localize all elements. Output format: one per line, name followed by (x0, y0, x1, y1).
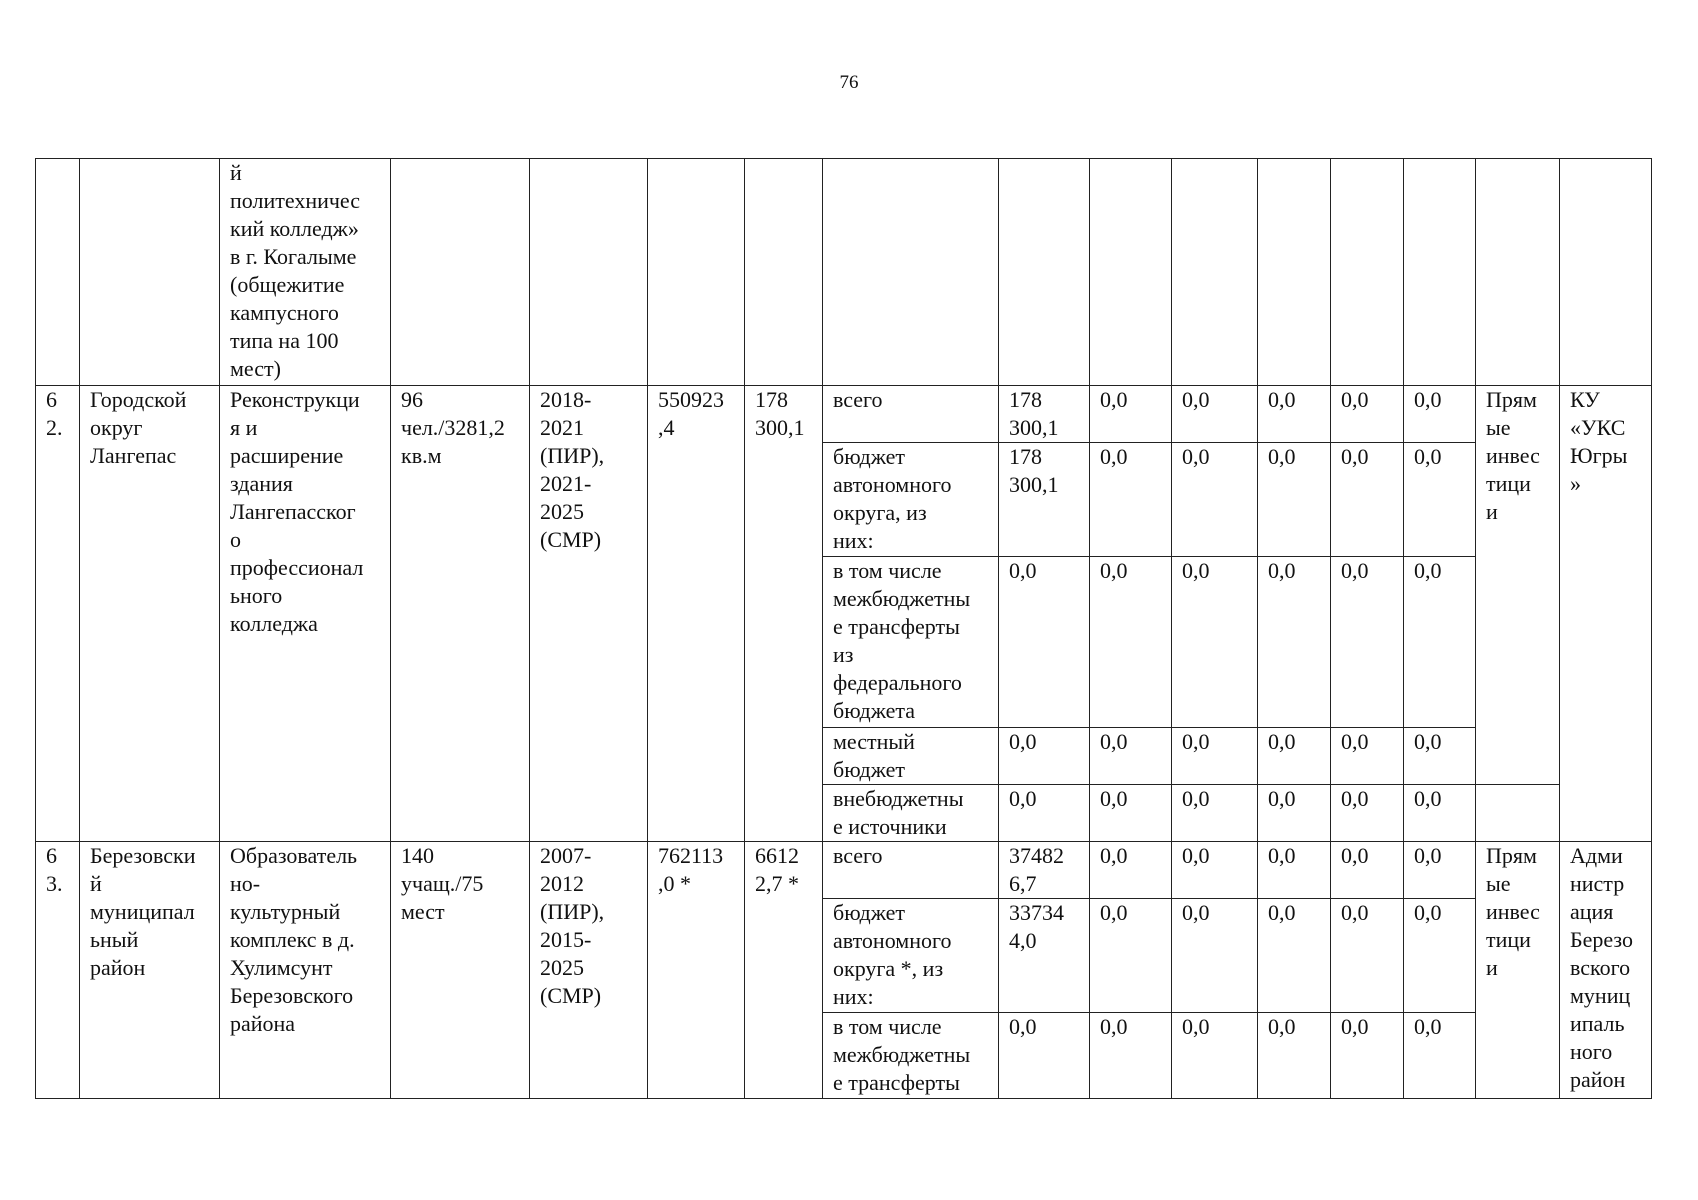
value-cell: 178 300,1 (999, 443, 1090, 557)
value-cell: 0,0 (1404, 728, 1476, 785)
value-cell: 33734 4,0 (999, 899, 1090, 1013)
estimated-cost-cell: 762113 ,0 * (648, 842, 745, 1099)
value-cell: 0,0 (1331, 785, 1404, 842)
source-label-cell: бюджет автономного округа *, из них: (823, 899, 999, 1013)
value-cell: 0,0 (1404, 443, 1476, 557)
customer-cell: КУ «УКС Югры » (1560, 386, 1652, 842)
source-label-cell: в том числе межбюджетны е трансферты (823, 1013, 999, 1099)
value-cell: 0,0 (1090, 785, 1172, 842)
value-cell: 0,0 (999, 557, 1090, 728)
value-cell: 0,0 (1331, 842, 1404, 899)
table-row (36, 386, 1652, 443)
investment-objects-table (35, 158, 1652, 1099)
value-cell: 0,0 (1090, 557, 1172, 728)
page-number: 76 (839, 72, 859, 93)
capacity-cell: 140 учащ./75 мест (391, 842, 530, 1099)
value-cell: 0,0 (1331, 386, 1404, 443)
municipality-cell (80, 159, 220, 386)
remaining-cost-cell: 178 300,1 (745, 386, 823, 842)
value-cell: 0,0 (1404, 842, 1476, 899)
value-cell: 0,0 (1090, 728, 1172, 785)
object-name-cell: й политехничес кий колледж» в г. Когалыме (общежитие кампусного типа на 100 мест) (220, 159, 391, 386)
estimated-cost-cell (648, 159, 745, 386)
value-cell: 0,0 (1331, 1013, 1404, 1099)
source-label-cell (823, 159, 999, 386)
num-cell: 6 3. (36, 842, 80, 1099)
value-cell: 0,0 (1331, 557, 1404, 728)
remaining-cost-cell: 6612 2,7 * (745, 842, 823, 1099)
value-cell: 0,0 (1404, 899, 1476, 1013)
mechanism-cell: Прям ые инвес тици и (1476, 386, 1560, 785)
table-row (36, 159, 1652, 386)
periods-cell: 2007- 2012 (ПИР), 2015- 2025 (СМР) (530, 842, 648, 1099)
value-cell: 0,0 (1404, 386, 1476, 443)
estimated-cost-cell: 550923 ,4 (648, 386, 745, 842)
value-cell: 178 300,1 (999, 386, 1090, 443)
value-cell: 0,0 (1172, 899, 1258, 1013)
periods-cell: 2018- 2021 (ПИР), 2021- 2025 (СМР) (530, 386, 648, 842)
value-cell (1331, 159, 1404, 386)
capacity-cell: 96 чел./3281,2 кв.м (391, 386, 530, 842)
value-cell: 0,0 (1090, 386, 1172, 443)
value-cell (1172, 159, 1258, 386)
value-cell: 0,0 (1258, 899, 1331, 1013)
source-label-cell: внебюджетны е источники (823, 785, 999, 842)
value-cell: 0,0 (1331, 728, 1404, 785)
customer-cell (1560, 159, 1652, 386)
municipality-cell: Городской округ Лангепас (80, 386, 220, 842)
value-cell: 0,0 (1404, 1013, 1476, 1099)
value-cell: 0,0 (1258, 386, 1331, 443)
periods-cell (530, 159, 648, 386)
value-cell (999, 159, 1090, 386)
value-cell: 0,0 (999, 1013, 1090, 1099)
mechanism-cell (1476, 785, 1560, 842)
value-cell: 0,0 (1258, 1013, 1331, 1099)
value-cell: 0,0 (999, 728, 1090, 785)
source-label-cell: в том числе межбюджетны е трансферты из федерального бюджета (823, 557, 999, 728)
value-cell (1404, 159, 1476, 386)
value-cell: 0,0 (1331, 443, 1404, 557)
value-cell: 0,0 (1258, 557, 1331, 728)
value-cell: 0,0 (1090, 1013, 1172, 1099)
value-cell: 0,0 (1258, 785, 1331, 842)
value-cell: 0,0 (1172, 728, 1258, 785)
value-cell (1258, 159, 1331, 386)
source-label-cell: местный бюджет (823, 728, 999, 785)
value-cell: 0,0 (1090, 443, 1172, 557)
value-cell: 0,0 (1090, 842, 1172, 899)
num-cell (36, 159, 80, 386)
value-cell (1090, 159, 1172, 386)
source-label-cell: всего (823, 386, 999, 443)
value-cell: 0,0 (1404, 785, 1476, 842)
mechanism-cell: Прям ые инвес тици и (1476, 842, 1560, 1099)
source-label-cell: бюджет автономного округа, из них: (823, 443, 999, 557)
value-cell: 0,0 (1172, 842, 1258, 899)
value-cell: 0,0 (1172, 1013, 1258, 1099)
value-cell: 0,0 (1331, 899, 1404, 1013)
value-cell: 0,0 (1258, 842, 1331, 899)
value-cell: 37482 6,7 (999, 842, 1090, 899)
remaining-cost-cell (745, 159, 823, 386)
value-cell: 0,0 (1172, 443, 1258, 557)
municipality-cell: Березовски й муниципал ьный район (80, 842, 220, 1099)
value-cell: 0,0 (1258, 443, 1331, 557)
customer-cell: Адми нистр ация Березо вского муниц ипаль ного район (1560, 842, 1652, 1099)
value-cell: 0,0 (1404, 557, 1476, 728)
value-cell: 0,0 (1090, 899, 1172, 1013)
capacity-cell (391, 159, 530, 386)
value-cell: 0,0 (1172, 386, 1258, 443)
num-cell: 6 2. (36, 386, 80, 842)
value-cell: 0,0 (999, 785, 1090, 842)
value-cell: 0,0 (1172, 785, 1258, 842)
source-label-cell: всего (823, 842, 999, 899)
object-name-cell: Реконструкци я и расширение здания Лангепасског о профессионал ьного колледжа (220, 386, 391, 842)
value-cell: 0,0 (1258, 728, 1331, 785)
mechanism-cell (1476, 159, 1560, 386)
table-row (36, 842, 1652, 899)
value-cell: 0,0 (1172, 557, 1258, 728)
object-name-cell: Образователь но- культурный комплекс в д. Хулимсунт Березовского района (220, 842, 391, 1099)
